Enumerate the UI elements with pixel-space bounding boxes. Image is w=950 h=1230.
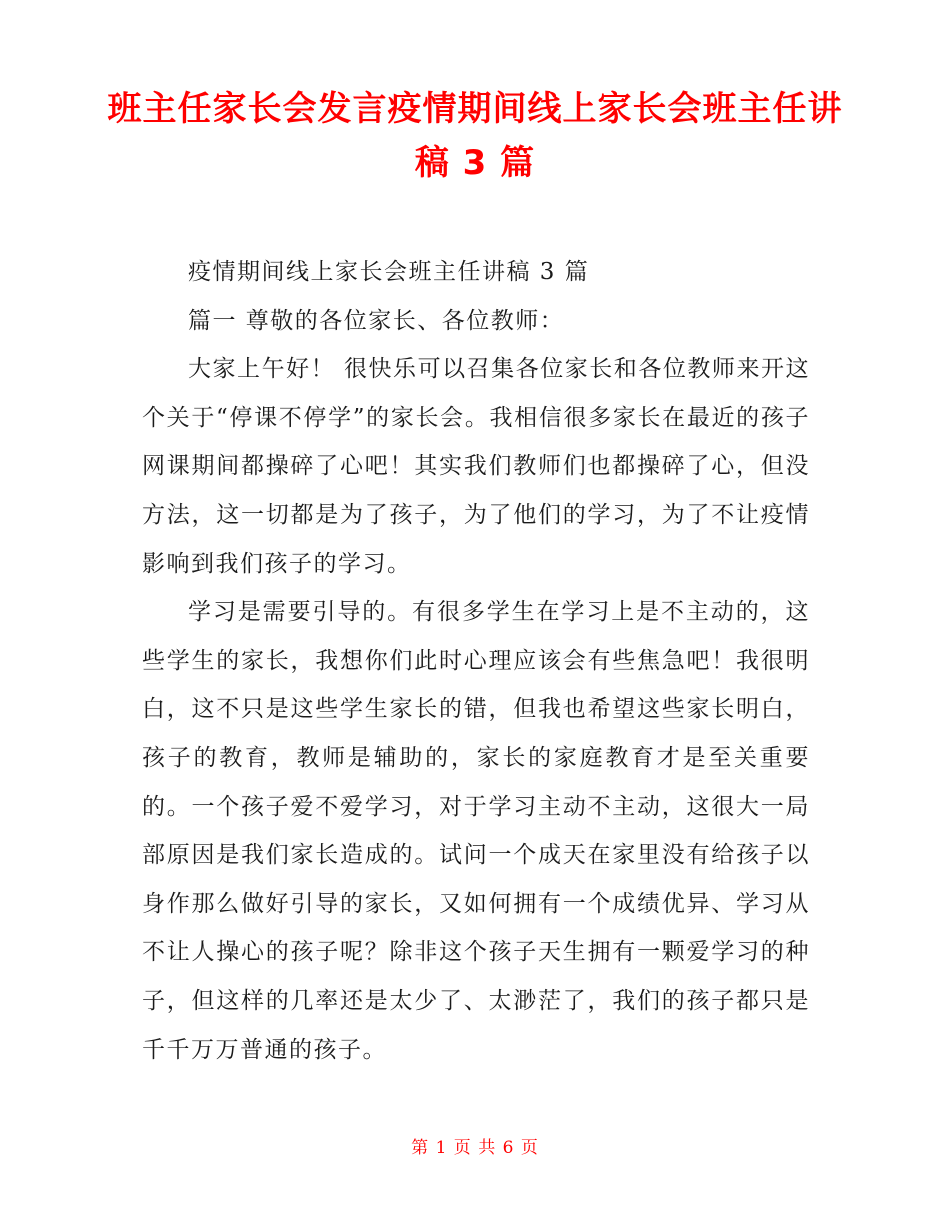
document-title: 班主任家长会发言疫情期间线上家长会班主任讲稿 3 篇	[107, 89, 843, 183]
body-paragraph: 大家上午好！ 很快乐可以召集各位家长和各位教师来开这个关于“停课不停学”的家长会。我相信很多家长在最近的孩子网课期间都操碎了心吧！其实我们教师们也都操碎了心，但没方法，这一切都是为了孩子，为了他们的学习，为了不让疫情影响到我们孩子的学习。	[142, 356, 810, 577]
subtitle-paragraph: 疫情期间线上家长会班主任讲稿 3 篇	[188, 259, 590, 285]
salutation-paragraph: 篇一 尊敬的各位家长、各位教师：	[188, 307, 565, 334]
document-body	[142, 248, 810, 1074]
page-number-footer: 第 1 页 共 6 页	[411, 1138, 539, 1158]
body-paragraph: 学习是需要引导的。有很多学生在学习上是不主动的，这些学生的家长，我想你们此时心理应该会有些焦急吧！我很明白，这不只是这些学生家长的错，但我也希望这些家长明白，孩子的教育，教师是辅助的，家长的家庭教育才是至关重要的。一个孩子爱不爱学习，对于学习主动不主动，这很大一局部原因是我们家长造成的。试问一个成天在家里没有给孩子以身作那么做好引导的家长，又如何拥有一个成绩优异、学习从不让人操心的孩子呢？除非这个孩子天生拥有一颗爱学习的种子，但这样的几率还是太少了、太渺茫了，我们的孩子都只是千千万万普通的孩子。	[142, 599, 810, 1063]
